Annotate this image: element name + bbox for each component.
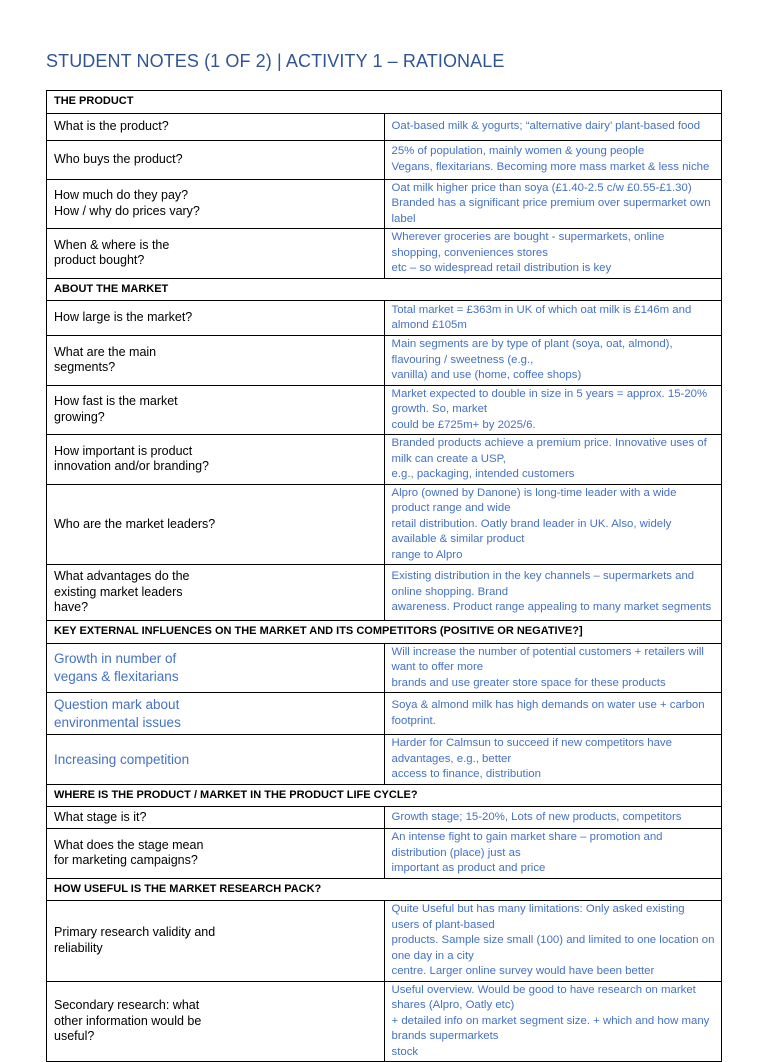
answer-text: could be £725m+ by 2025/6. [391,418,536,431]
answer-text: Branded has a significant price premium over supermarket own label [391,197,711,225]
section-heading: KEY EXTERNAL INFLUENCES ON THE MARKET AND ITS COMPETITORS (POSITIVE OR NEGATIVE?] [47,621,722,644]
answer-text: etc – so widespread retail distribution is key [391,262,612,274]
question-cell [47,643,385,693]
answer-cell [384,565,722,621]
question-cell [47,693,385,735]
answer-text: Growth stage; 15-20%, Lots of new products, competitors [391,810,682,823]
answer-text: Useful overview. Would be good to have research on market shares (Alpro, Oatly etc) [391,983,696,1011]
table-row [47,301,722,336]
answer-text: range to Alpro [391,548,463,561]
answer-text: Wherever groceries are bought - supermarkets, online shopping, conveniences stores [391,231,665,259]
table-row [47,981,722,1062]
answer-text: stock [391,1045,419,1058]
section-heading: WHERE IS THE PRODUCT / MARKET IN THE PRODUCT LIFE CYCLE? [47,784,722,807]
table-row [47,435,722,485]
answer-cell [384,643,722,693]
question-text: Growth in number of [54,651,177,667]
question-cell [47,301,385,336]
answer-text: access to finance, distribution [391,768,541,780]
question-text: environmental issues [54,714,181,730]
answer-text: Harder for Calmsun to succeed if new competitors have advantages, e.g., better [391,737,672,765]
question-cell [47,829,385,879]
answer-text: Will increase the number of potential customers + retailers will want to offer more [391,645,704,673]
answer-text: products. Sample size small (100) and limited to one location on one day in a city [391,934,715,962]
table-row [47,484,722,565]
answer-text: Market expected to double in size in 5 years = approx. 15-20% growth. So, market [391,387,708,415]
section-heading-row [47,784,722,807]
section-heading-row [47,278,722,301]
question-text: How important is product [54,443,193,458]
answer-cell [384,901,722,982]
section-heading: THE PRODUCT [47,91,722,114]
question-text: Secondary research: what [54,998,200,1012]
question-text: vegans & flexitarians [54,668,179,684]
question-text: have? [54,600,89,615]
answer-cell [384,113,722,140]
answer-cell [384,179,722,229]
table-row [47,829,722,879]
question-cell [47,179,385,229]
answer-text: Total market = £363m in UK of which oat milk is £146m and almond £105m [391,303,692,331]
answer-cell [384,229,722,279]
question-text: How fast is the market [54,394,178,409]
answer-text: e.g., packaging, intended customers [391,468,575,480]
question-cell [47,981,385,1062]
section-heading: HOW USEFUL IS THE MARKET RESEARCH PACK? [47,878,722,901]
notes-table [46,90,722,1062]
answer-cell [384,385,722,435]
table-row [47,901,722,982]
question-text: Primary research validity and [54,925,216,940]
question-cell [47,435,385,485]
question-text: What does the stage mean [54,837,204,852]
question-text: for marketing campaigns? [54,853,198,868]
answer-text: vanilla) and use (home, coffee shops) [391,369,582,381]
question-text: Increasing competition [54,751,190,767]
section-heading-row [47,621,722,644]
table-row [47,179,722,229]
answer-cell [384,301,722,336]
question-text: Who are the market leaders? [54,516,216,531]
table-row [47,113,722,140]
question-cell [47,735,385,785]
answer-text: centre. Larger online survey would have been better [391,965,655,977]
section-heading-row [47,91,722,114]
answer-text: An intense fight to gain market share – promotion and distribution (place) just as [391,831,663,859]
question-text: Who buys the product? [54,151,183,166]
table-row [47,385,722,435]
table-row [47,336,722,386]
answer-cell [384,484,722,565]
answer-text: + detailed info on market segment size. + which and how many brands supermarkets [391,1014,710,1042]
answer-text: Quite Useful but has many limitations: Only asked existing users of plant-based [391,903,685,931]
question-text: existing market leaders [54,584,183,599]
table-row [47,140,722,179]
question-cell [47,140,385,179]
answer-cell [384,140,722,179]
question-cell [47,565,385,621]
answer-text: Soya & almond milk has high demands on water use + carbon footprint. [391,699,705,727]
question-text: reliability [54,940,103,955]
page-title: STUDENT NOTES (1 OF 2) | ACTIVITY 1 – RATIONALE [46,51,505,71]
answer-text: Alpro (owned by Danone) is long-time leader with a wide product range and wide [391,486,677,514]
table-row [47,693,722,735]
question-text: Question mark about [54,697,180,712]
answer-cell [384,336,722,386]
answer-text: Existing distribution in the key channels – supermarkets and online shopping. Brand [391,570,695,598]
answer-cell [384,435,722,485]
question-text: What advantages do the [54,569,190,584]
question-cell [47,484,385,565]
table-row [47,643,722,693]
question-cell [47,336,385,386]
question-text: When & where is the [54,237,170,252]
question-text: useful? [54,1029,95,1043]
answer-text: Main segments are by type of plant (soya, oat, almond), flavouring / sweetness (e.g., [391,338,673,366]
question-text: product bought? [54,253,145,268]
question-cell [47,901,385,982]
table-row [47,735,722,785]
answer-text: Branded products achieve a premium price. Innovative uses of milk can create a USP, [391,437,707,465]
answer-cell [384,829,722,879]
table-row [47,807,722,829]
answer-text: important as product and price [391,862,546,874]
question-cell [47,385,385,435]
answer-text: brands and use greater store space for these products [391,676,666,689]
question-text: What stage is it? [54,809,147,824]
table-row [47,565,722,621]
question-text: other information would be [54,1013,202,1028]
section-heading-row [47,878,722,901]
question-text: What is the product? [54,118,169,133]
answer-text: Oat milk higher price than soya (£1.40-2.5 c/w £0.55-£1.30) [391,181,692,194]
question-text: How much do they pay? [54,188,189,203]
answer-cell [384,807,722,829]
question-cell [47,807,385,829]
answer-text: awareness. Product range appealing to many market segments [391,601,712,614]
question-text: growing? [54,409,105,424]
section-heading: ABOUT THE MARKET [47,278,722,301]
answer-text: 25% of population, mainly women & young people [391,145,645,157]
answer-text: Vegans, flexitarians. Becoming more mass market & less niche [391,160,710,173]
answer-text: Oat-based milk & yogurts; “alternative dairy’ plant-based food [391,119,701,132]
answer-cell [384,981,722,1062]
question-text: innovation and/or branding? [54,459,209,474]
question-text: How / why do prices vary? [54,203,200,218]
question-cell [47,113,385,140]
question-cell [47,229,385,279]
answer-cell [384,693,722,735]
answer-text: retail distribution. Oatly brand leader in UK. Also, widely available & similar product [391,517,672,545]
table-row [47,229,722,279]
answer-cell [384,735,722,785]
question-text: How large is the market? [54,310,193,325]
question-text: What are the main [54,344,157,359]
question-text: segments? [54,360,116,375]
